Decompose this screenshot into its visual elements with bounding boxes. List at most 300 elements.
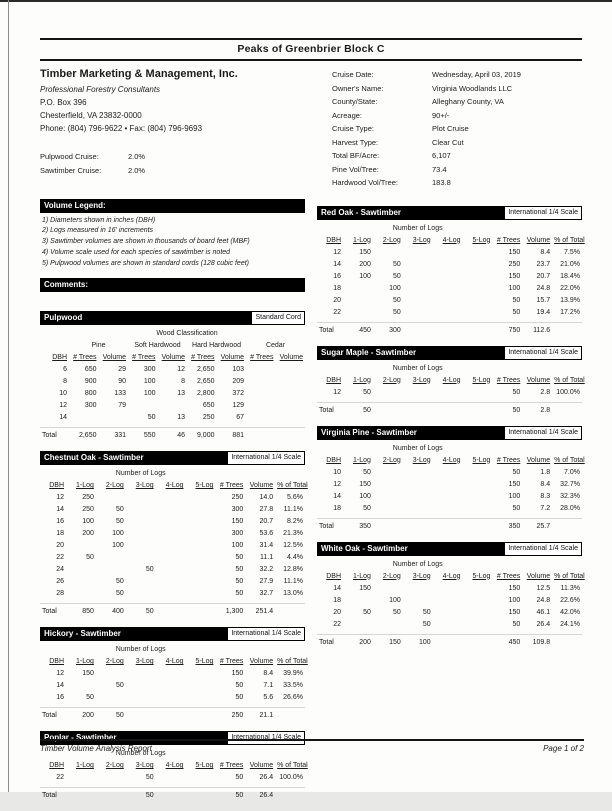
- table-cell: [433, 402, 463, 417]
- column-headers: [40, 480, 305, 492]
- table-cell: [156, 540, 186, 552]
- comments-title: Comments:: [41, 279, 91, 291]
- table-cell: 50: [96, 516, 126, 528]
- info-label: Sawtimber Cruise:: [40, 164, 128, 178]
- pulpwood-rows: [40, 364, 305, 428]
- table-cell: [433, 467, 463, 479]
- table-cell: 50: [343, 503, 373, 519]
- table-cell: [463, 491, 493, 503]
- table-cell: [96, 492, 126, 504]
- table-cell: [156, 668, 186, 680]
- column-header: DBH: [317, 455, 343, 467]
- table-cell: 50: [373, 259, 403, 271]
- table-cell: 13: [158, 388, 188, 400]
- table-virginia-pine: [317, 426, 582, 533]
- species-rows: [40, 492, 305, 604]
- table-cell: 50: [96, 504, 126, 516]
- species-total-row: [317, 322, 582, 337]
- table-cell: [373, 491, 403, 503]
- column-header: 1-Log: [343, 455, 373, 467]
- table-cell: 50: [373, 271, 403, 283]
- column-header: 4-Log: [433, 571, 463, 583]
- table-cell: 251.4: [245, 604, 275, 619]
- table-row: [317, 247, 582, 259]
- table-cell: 650: [187, 400, 217, 412]
- table-cell: 50: [403, 607, 433, 619]
- table-cell: 16: [40, 692, 66, 708]
- info-row: [332, 163, 582, 177]
- table-cell: 8.4: [245, 668, 275, 680]
- legend-item: 2) Logs measured in 16' increments: [42, 226, 305, 237]
- volume-legend-title: Volume Legend:: [41, 200, 109, 212]
- table-cell: [156, 708, 186, 723]
- table-row: [40, 708, 305, 723]
- table-cell: [99, 412, 129, 428]
- table-cell: [433, 322, 463, 337]
- col-volume: Volume: [217, 352, 247, 364]
- species-title: Sugar Maple - Sawtimber: [318, 347, 419, 359]
- table-cell: 150: [343, 479, 373, 491]
- info-value: 6,107: [432, 149, 451, 163]
- info-row: [332, 122, 582, 136]
- table-cell: 12: [317, 247, 343, 259]
- table-cell: 350: [343, 518, 373, 533]
- table-cell: 18.4%: [552, 271, 582, 283]
- table-cell: 2.8: [522, 387, 552, 403]
- number-of-logs-label: Number of Logs: [66, 748, 215, 760]
- table-cell: 7.1: [245, 680, 275, 692]
- table-cell: 50: [126, 604, 156, 619]
- column-header: 1-Log: [66, 656, 96, 668]
- wood-classification-row: [40, 328, 305, 340]
- pulpwood-header-bar: [40, 311, 305, 325]
- table-row: [317, 634, 582, 649]
- table-cell: [403, 467, 433, 479]
- cruise-details: [332, 68, 582, 190]
- table-cell: 50: [373, 295, 403, 307]
- table-cell: 26.4: [522, 619, 552, 635]
- table-cell: 250: [66, 504, 96, 516]
- table-cell: 22.0%: [552, 283, 582, 295]
- table-row: [40, 376, 305, 388]
- table-cell: [463, 402, 493, 417]
- info-label: Total BF/Acre:: [332, 149, 432, 163]
- left-column: [40, 199, 305, 811]
- column-header: 1-Log: [343, 571, 373, 583]
- table-row: [317, 467, 582, 479]
- table-row: [40, 668, 305, 680]
- table-cell: [186, 552, 216, 564]
- info-label: Harvest Type:: [332, 136, 432, 150]
- table-cell: [463, 387, 493, 403]
- table-cell: 46.1: [522, 607, 552, 619]
- table-cell: [433, 607, 463, 619]
- table-cell: 50: [215, 788, 245, 803]
- table-cell: [186, 668, 216, 680]
- table-cell: 24: [40, 564, 66, 576]
- table-cell: [343, 283, 373, 295]
- footer-report-name: Timber Volume Analysis Report: [40, 744, 152, 753]
- table-cell: 12: [158, 364, 188, 376]
- table-row: [317, 503, 582, 519]
- table-cell: Total: [40, 604, 66, 619]
- table-cell: 150: [66, 668, 96, 680]
- table-cell: Total: [40, 708, 66, 723]
- table-cell: 26.4: [245, 788, 275, 803]
- column-header: DBH: [40, 760, 66, 772]
- table-cell: 23.7: [522, 259, 552, 271]
- table-cell: 103: [217, 364, 247, 376]
- table-cell: [463, 619, 493, 635]
- sawtimber-table: [40, 644, 305, 722]
- table-cell: [463, 503, 493, 519]
- info-row: [332, 149, 582, 163]
- table-cell: 12: [40, 668, 66, 680]
- table-cell: 14: [317, 259, 343, 271]
- table-cell: [246, 412, 276, 428]
- table-cell: 129: [217, 400, 247, 412]
- table-cell: 200: [66, 708, 96, 723]
- table-cell: [433, 595, 463, 607]
- column-header: 3-Log: [403, 375, 433, 387]
- table-cell: [433, 634, 463, 649]
- table-cell: 12: [40, 492, 66, 504]
- info-row: [332, 68, 582, 82]
- table-cell: Total: [317, 518, 343, 533]
- info-row: [332, 109, 582, 123]
- column-header: 5-Log: [463, 571, 493, 583]
- table-cell: 8: [158, 376, 188, 388]
- info-label: Owner's Name:: [332, 82, 432, 96]
- number-of-logs-label: Number of Logs: [343, 223, 492, 235]
- table-cell: [403, 271, 433, 283]
- table-cell: [186, 708, 216, 723]
- table-cell: 14: [40, 412, 69, 428]
- table-cell: [186, 576, 216, 588]
- table-cell: [433, 503, 463, 519]
- table-cell: [343, 295, 373, 307]
- column-header: Volume: [245, 760, 275, 772]
- table-cell: 24.1%: [552, 619, 582, 635]
- col-dbh: DBH: [40, 352, 69, 364]
- table-cell: 50: [492, 503, 522, 519]
- volume-legend-section: [40, 199, 305, 270]
- info-value: 73.4: [432, 163, 447, 177]
- table-cell: [96, 788, 126, 803]
- table-cell: [66, 576, 96, 588]
- table-cell: [403, 402, 433, 417]
- table-cell: [126, 504, 156, 516]
- table-cell: 250: [492, 259, 522, 271]
- column-header: DBH: [40, 480, 66, 492]
- table-cell: [463, 247, 493, 259]
- column-header: 3-Log: [403, 235, 433, 247]
- table-row: [317, 271, 582, 283]
- table-row: [317, 491, 582, 503]
- table-cell: 100: [492, 283, 522, 295]
- table-cell: 33.5%: [275, 680, 305, 692]
- info-label: Pine Vol/Tree:: [332, 163, 432, 177]
- table-cell: 53.6: [245, 528, 275, 540]
- table-cell: [403, 518, 433, 533]
- table-cell: 12.8%: [275, 564, 305, 576]
- info-row: [332, 176, 582, 190]
- table-cell: 22: [40, 552, 66, 564]
- column-headers: [40, 760, 305, 772]
- table-cell: 11.1%: [275, 576, 305, 588]
- table-cell: [186, 692, 216, 708]
- table-row: [317, 322, 582, 337]
- column-header: 3-Log: [126, 480, 156, 492]
- table-cell: [433, 583, 463, 595]
- table-cell: 24.8: [522, 595, 552, 607]
- col-trees: # Trees: [187, 352, 217, 364]
- info-row: [40, 150, 332, 164]
- table-cell: [403, 503, 433, 519]
- table-cell: 400: [96, 604, 126, 619]
- table-cell: [156, 552, 186, 564]
- species-rows: [40, 772, 305, 788]
- volume-legend-list: [40, 216, 305, 270]
- table-cell: 14.0: [245, 492, 275, 504]
- table-cell: [186, 492, 216, 504]
- table-cell: [463, 607, 493, 619]
- column-header: % of Total: [275, 480, 305, 492]
- table-cell: [156, 564, 186, 576]
- table-cell: [403, 491, 433, 503]
- table-cell: 8: [40, 376, 69, 388]
- scale-label: International 1/4 Scale: [228, 732, 304, 744]
- column-header: DBH: [317, 375, 343, 387]
- table-cell: [276, 400, 306, 412]
- table-cell: 50: [96, 588, 126, 604]
- table-cell: 50: [373, 307, 403, 323]
- table-cell: 50: [96, 576, 126, 588]
- table-cell: 32.3%: [552, 491, 582, 503]
- legend-item: 3) Sawtimber volumes are shown in thousands of board feet (MBF): [42, 237, 305, 248]
- table-row: [317, 402, 582, 417]
- table-cell: 26.6%: [275, 692, 305, 708]
- table-row: [40, 412, 305, 428]
- table-cell: [156, 604, 186, 619]
- table-cell: [275, 604, 305, 619]
- table-cell: 8.2%: [275, 516, 305, 528]
- table-cell: [463, 307, 493, 323]
- table-cell: 50: [403, 619, 433, 635]
- table-cell: 50: [373, 607, 403, 619]
- number-of-logs-label: Number of Logs: [66, 468, 215, 480]
- table-cell: 8.3: [522, 491, 552, 503]
- column-header: % of Total: [275, 760, 305, 772]
- table-cell: [403, 387, 433, 403]
- table-cell: 7.2: [522, 503, 552, 519]
- table-row: [317, 387, 582, 403]
- table-cell: Total: [317, 634, 343, 649]
- info-value: 183.8: [432, 176, 451, 190]
- info-label: Hardwood Vol/Tree:: [332, 176, 432, 190]
- table-row: [40, 388, 305, 400]
- table-cell: [128, 400, 158, 412]
- col-volume: Volume: [158, 352, 188, 364]
- table-cell: [433, 619, 463, 635]
- col-trees: # Trees: [246, 352, 276, 364]
- column-header: # Trees: [215, 656, 245, 668]
- table-row: [317, 583, 582, 595]
- info-value: 2.0%: [128, 150, 145, 164]
- table-cell: [66, 680, 96, 692]
- table-cell: 112.6: [522, 322, 552, 337]
- column-header: 5-Log: [463, 235, 493, 247]
- table-cell: 850: [66, 604, 96, 619]
- column-header: 1-Log: [66, 480, 96, 492]
- column-header: 1-Log: [343, 375, 373, 387]
- table-cell: Total: [40, 788, 66, 803]
- column-header: Volume: [245, 656, 275, 668]
- table-cell: 300: [128, 364, 158, 376]
- table-cell: 20: [317, 607, 343, 619]
- table-cell: [463, 283, 493, 295]
- column-header: 1-Log: [343, 235, 373, 247]
- table-cell: [433, 491, 463, 503]
- column-header: # Trees: [215, 480, 245, 492]
- table-cell: 209: [217, 376, 247, 388]
- pulpwood-column-headers: [40, 352, 305, 364]
- info-value: 90+/-: [432, 109, 449, 123]
- table-cell: 331: [99, 428, 129, 443]
- table-row: [40, 788, 305, 803]
- species-title: Red Oak - Sawtimber: [318, 207, 404, 219]
- table-cell: 32.7%: [552, 479, 582, 491]
- table-row: [40, 564, 305, 576]
- table-cell: [433, 387, 463, 403]
- species-title: Chestnut Oak - Sawtimber: [41, 452, 147, 464]
- table-cell: 372: [217, 388, 247, 400]
- column-header: # Trees: [215, 760, 245, 772]
- species-total-row: [40, 788, 305, 803]
- table-cell: [276, 412, 306, 428]
- table-cell: 32.7: [245, 588, 275, 604]
- table-cell: 50: [215, 576, 245, 588]
- sawtimber-table: [317, 559, 582, 649]
- column-header: % of Total: [552, 375, 582, 387]
- column-header: 4-Log: [156, 480, 186, 492]
- table-cell: 13.0%: [275, 588, 305, 604]
- species-total-row: [317, 402, 582, 417]
- table-cell: 50: [96, 680, 126, 692]
- table-cell: [126, 588, 156, 604]
- sawtimber-table: [317, 363, 582, 417]
- table-cell: [463, 595, 493, 607]
- column-header: 3-Log: [403, 571, 433, 583]
- table-cell: [156, 492, 186, 504]
- table-cell: 50: [343, 607, 373, 619]
- table-cell: 150: [492, 583, 522, 595]
- table-cell: 20.7: [522, 271, 552, 283]
- table-cell: [403, 295, 433, 307]
- number-of-logs-label: Number of Logs: [66, 644, 215, 656]
- column-header: # Trees: [492, 375, 522, 387]
- company-block: [40, 68, 332, 190]
- table-row: [40, 772, 305, 788]
- scale-label: International 1/4 Scale: [228, 452, 304, 464]
- table-cell: [66, 540, 96, 552]
- table-cell: [156, 788, 186, 803]
- table-cell: [156, 528, 186, 540]
- column-header: 2-Log: [373, 455, 403, 467]
- table-cell: [373, 503, 403, 519]
- table-cell: [275, 708, 305, 723]
- group-soft-hardwood: Soft Hardwood: [128, 340, 187, 352]
- table-cell: [433, 307, 463, 323]
- table-cell: 200: [343, 634, 373, 649]
- table-row: [40, 400, 305, 412]
- table-cell: 50: [66, 692, 96, 708]
- info-value: Alleghany County, VA: [432, 95, 504, 109]
- table-cell: [158, 400, 188, 412]
- pulpwood-scale-label: Standard Cord: [252, 312, 304, 324]
- table-cell: 250: [187, 412, 217, 428]
- table-cell: [373, 583, 403, 595]
- column-header: 1-Log: [66, 760, 96, 772]
- table-cell: 50: [492, 619, 522, 635]
- column-header: 3-Log: [126, 760, 156, 772]
- table-cell: 50: [492, 402, 522, 417]
- table-cell: [186, 540, 216, 552]
- table-cell: 20.7: [245, 516, 275, 528]
- table-cell: 100: [373, 595, 403, 607]
- table-cell: [463, 634, 493, 649]
- species-title: Poplar - Sawtimber: [41, 732, 119, 744]
- table-row: [40, 540, 305, 552]
- table-cell: [276, 388, 306, 400]
- table-cell: 14: [317, 583, 343, 595]
- column-header: Volume: [522, 375, 552, 387]
- table-cell: 750: [492, 322, 522, 337]
- table-row: [317, 307, 582, 323]
- species-total-row: [317, 634, 582, 649]
- table-cell: [433, 295, 463, 307]
- table-cell: [373, 402, 403, 417]
- table-cell: [463, 322, 493, 337]
- sawtimber-table: [317, 443, 582, 533]
- table-cell: [246, 400, 276, 412]
- table-row: [317, 479, 582, 491]
- column-header: 2-Log: [373, 375, 403, 387]
- table-cell: [186, 772, 216, 788]
- column-headers: [317, 375, 582, 387]
- table-cell: [463, 271, 493, 283]
- table-cell: 90: [99, 376, 129, 388]
- table-cell: 21.1: [245, 708, 275, 723]
- table-cell: [156, 680, 186, 692]
- info-row: [332, 82, 582, 96]
- table-cell: 150: [215, 516, 245, 528]
- table-cell: [552, 322, 582, 337]
- column-header: Volume: [245, 480, 275, 492]
- table-row: [40, 588, 305, 604]
- table-cell: [463, 518, 493, 533]
- column-header: Volume: [522, 571, 552, 583]
- page-title: Peaks of Greenbrier Block C: [40, 43, 582, 55]
- col-volume: Volume: [99, 352, 129, 364]
- table-cell: 14: [317, 491, 343, 503]
- table-cell: 300: [215, 504, 245, 516]
- table-cell: [126, 540, 156, 552]
- scan-artifact-top-line: [0, 0, 612, 2]
- species-group-row: [40, 340, 305, 352]
- table-cell: [69, 412, 99, 428]
- column-header: 5-Log: [463, 455, 493, 467]
